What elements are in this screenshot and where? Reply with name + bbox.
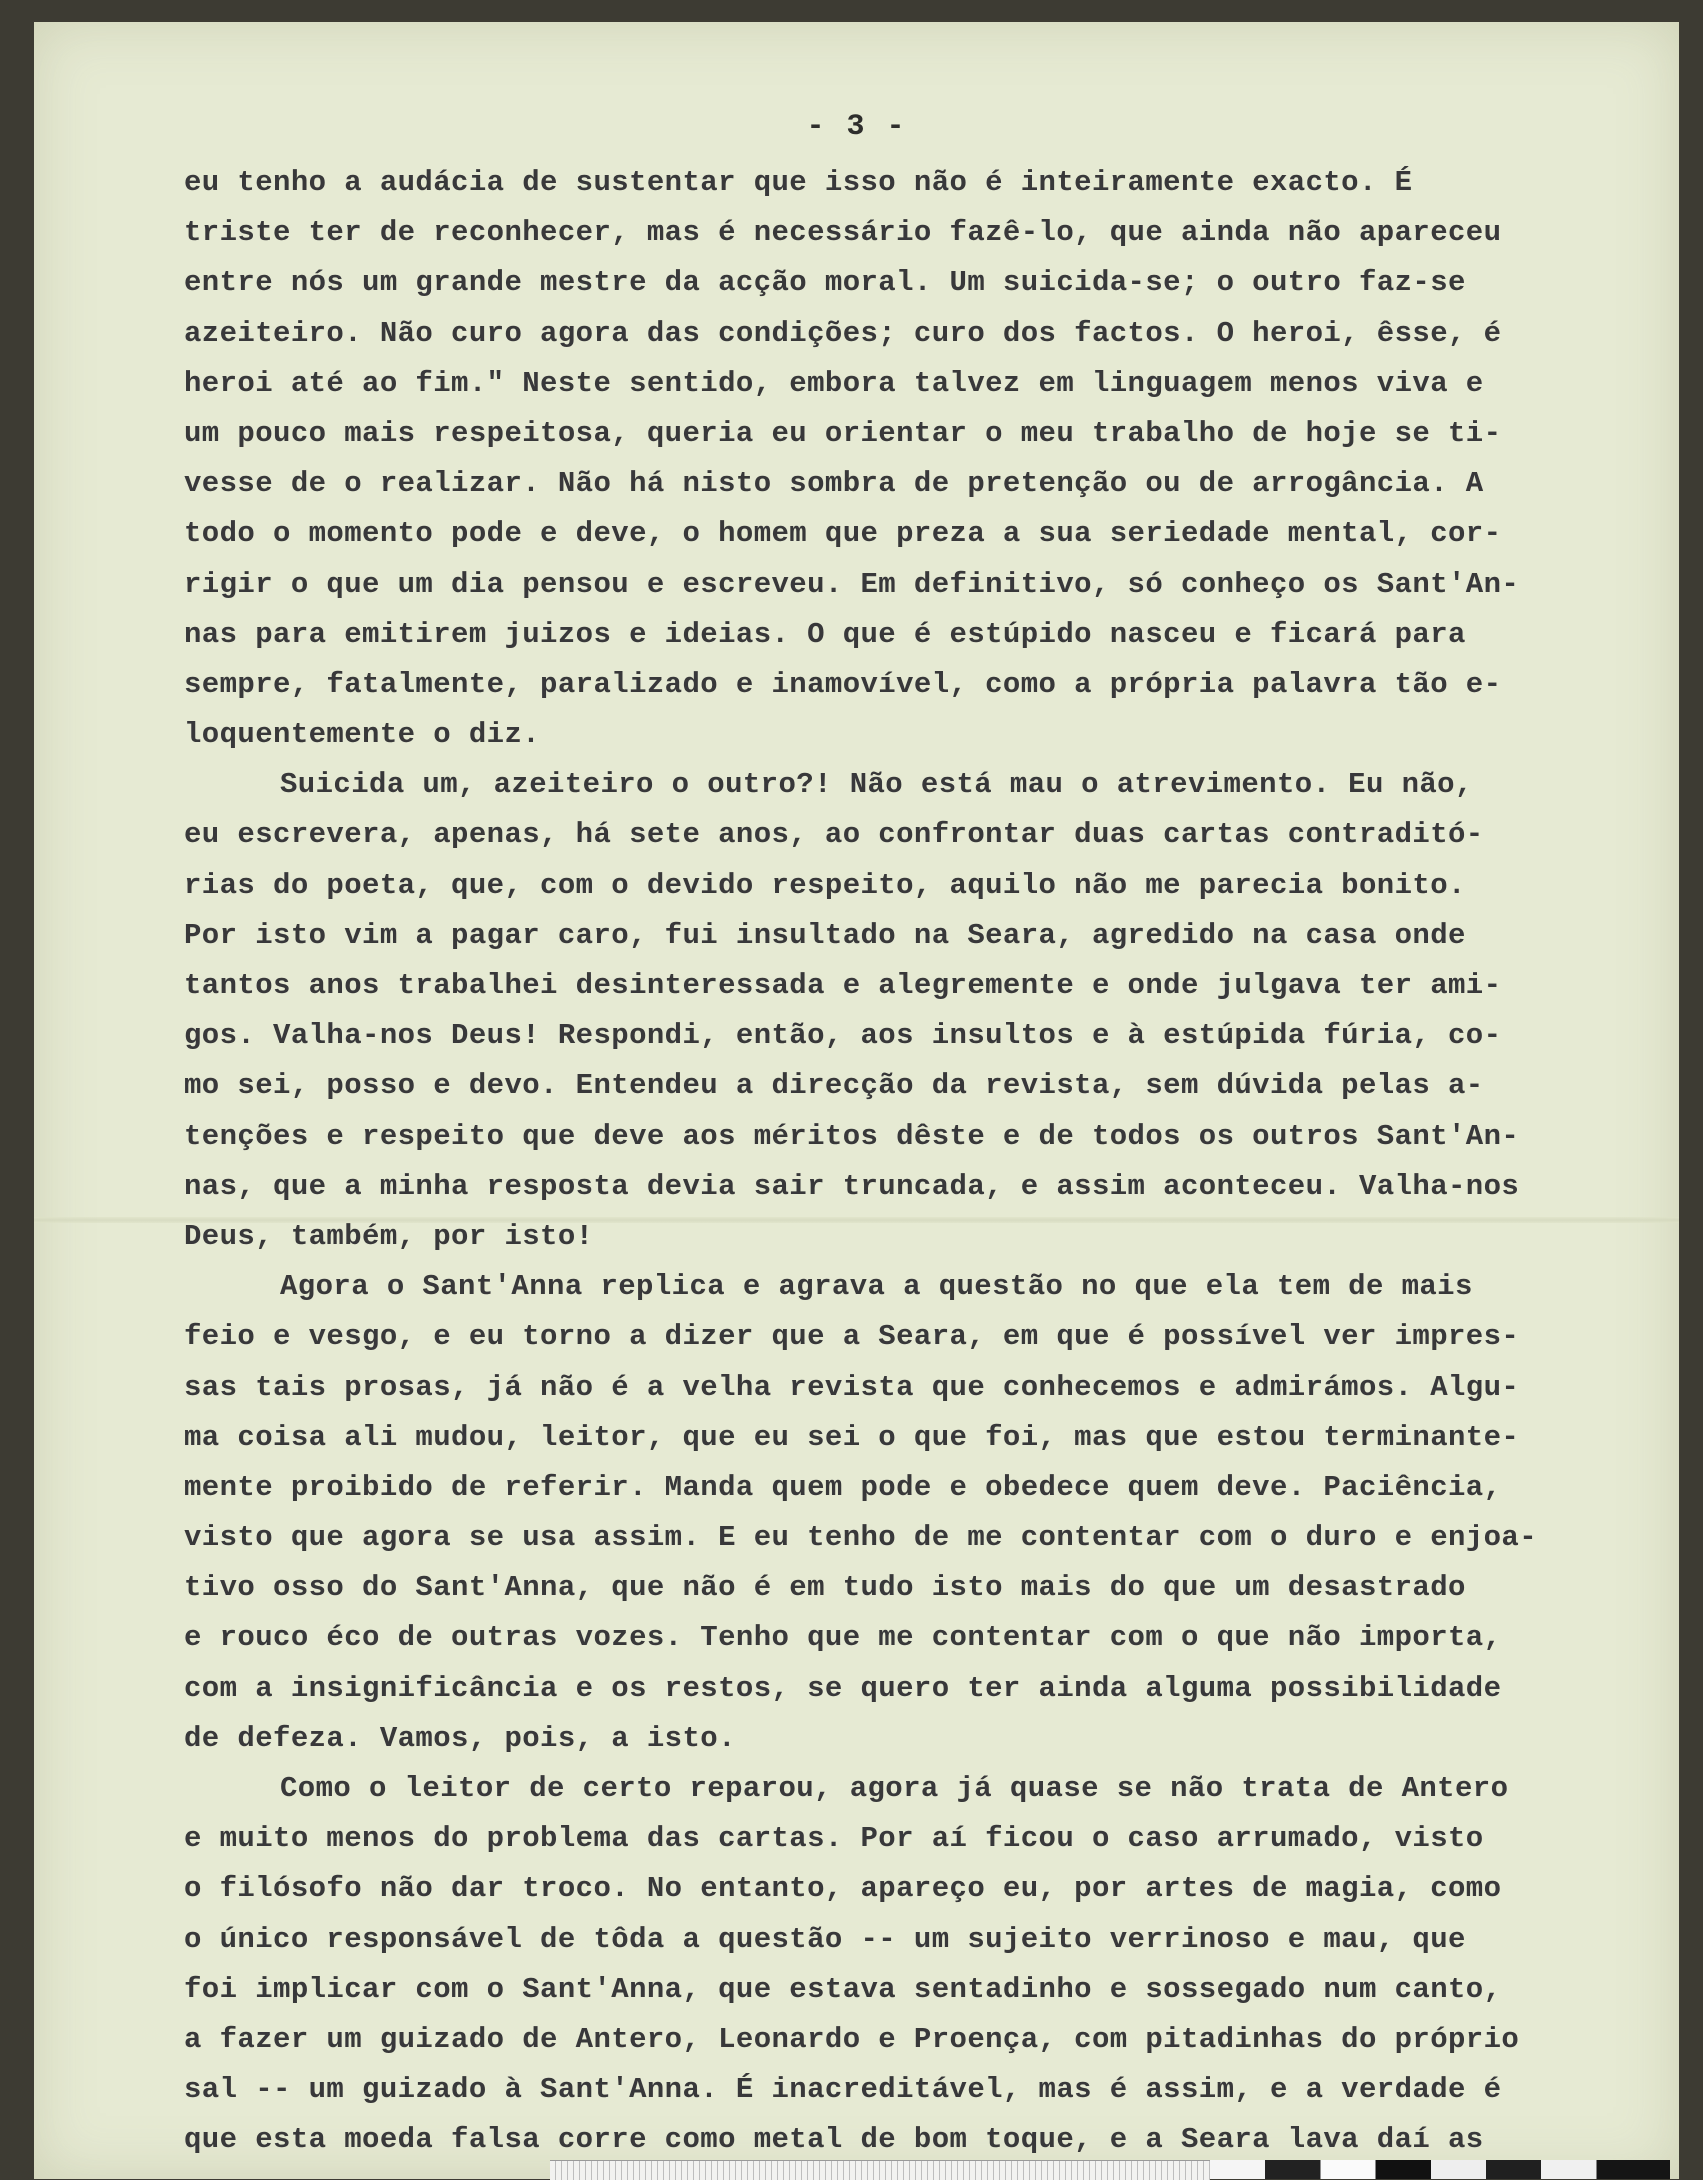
text-line: triste ter de reconhecer, mas é necessário fazê-lo, que ainda não apareceu — [184, 216, 1502, 250]
text-line: um pouco mais respeitosa, queria eu orientar o meu trabalho de hoje se ti- — [184, 416, 1502, 450]
text-line: Por isto vim a pagar caro, fui insultado na Seara, agredido na casa onde — [184, 918, 1466, 952]
text-line: e rouco éco de outras vozes. Tenho que me contentar com o que não importa, — [184, 1621, 1502, 1655]
text-line: mo sei, posso e devo. Entendeu a direcção da revista, sem dúvida pelas a- — [184, 1069, 1484, 1103]
text-line: vesse de o realizar. Não há nisto sombra de pretenção ou de arrogância. A — [184, 467, 1484, 501]
text-line: de defeza. Vamos, pois, a isto. — [184, 1721, 736, 1755]
text-line: heroi até ao fim." Neste sentido, embora talvez em linguagem menos viva e — [184, 366, 1484, 400]
text-line: com a insignificância e os restos, se quero ter ainda alguma possibilidade — [184, 1671, 1502, 1705]
scan-color-strip — [1210, 2160, 1670, 2179]
paragraph-start-line: Suicida um, azeiteiro o outro?! Não está mau o atrevimento. Eu não, — [280, 768, 1473, 802]
paragraph-start-line: Agora o Sant'Anna replica e agrava a questão no que ela tem de mais — [280, 1270, 1473, 1304]
text-line: rigir o que um dia pensou e escreveu. Em definitivo, só conheço os Sant'An- — [184, 567, 1520, 601]
scan-ruler — [550, 2160, 1210, 2180]
text-line: visto que agora se usa assim. E eu tenho de me contentar com o duro e enjoa- — [184, 1521, 1538, 1555]
text-line: sal -- um guizado à Sant'Anna. É inacreditável, mas é assim, e a verdade é — [184, 2073, 1502, 2107]
text-line: o filósofo não dar troco. No entanto, apareço eu, por artes de magia, como — [184, 1872, 1502, 1906]
text-line: sas tais prosas, já não é a velha revista que conhecemos e admirámos. Algu- — [184, 1370, 1520, 1404]
typed-text-body — [184, 158, 1694, 2166]
text-line: todo o momento pode e deve, o homem que preza a sua seriedade mental, cor- — [184, 517, 1502, 551]
text-line: mente proibido de referir. Manda quem pode e obedece quem deve. Paciência, — [184, 1470, 1502, 1504]
paragraph-start-line: Como o leitor de certo reparou, agora já quase se não trata de Antero — [280, 1772, 1509, 1805]
text-line: tenções e respeito que deve aos méritos dêste e de todos os outros Sant'An- — [184, 1119, 1520, 1153]
page-number: - 3 - — [806, 110, 907, 144]
text-line: eu escrevera, apenas, há sete anos, ao confrontar duas cartas contraditó- — [184, 818, 1484, 852]
text-line: a fazer um guizado de Antero, Leonardo e Proença, com pitadinhas do próprio — [184, 2022, 1520, 2056]
text-line: eu tenho a audácia de sustentar que isso não é inteiramente exacto. É — [184, 166, 1413, 199]
text-line: entre nós um grande mestre da acção moral. Um suicida-se; o outro faz-se — [184, 266, 1466, 300]
text-line: nas, que a minha resposta devia sair truncada, e assim aconteceu. Valha-nos — [184, 1169, 1520, 1203]
text-line: tantos anos trabalhei desinteressada e alegremente e onde julgava ter ami- — [184, 969, 1502, 1002]
text-line: loquentemente o diz. — [184, 718, 541, 752]
text-line: o único responsável de tôda a questão -- um sujeito verrinoso e mau, que — [184, 1922, 1466, 1956]
text-line: que esta moeda falsa corre como metal de bom toque, e a Seara lava daí as — [184, 2123, 1484, 2157]
text-line: tivo osso do Sant'Anna, que não é em tudo isto mais do que um desastrado — [184, 1571, 1466, 1605]
text-line: rias do poeta, que, com o devido respeito, aquilo não me parecia bonito. — [184, 868, 1466, 902]
text-line: azeiteiro. Não curo agora das condições; curo dos factos. O heroi, êsse, é — [184, 316, 1502, 350]
text-line: feio e vesgo, e eu torno a dizer que a Seara, em que é possível ver impres- — [184, 1320, 1520, 1354]
text-line: nas para emitirem juizos e ideias. O que é estúpido nasceu e ficará para — [184, 617, 1466, 651]
typed-page — [34, 22, 1679, 2179]
text-line: gos. Valha-nos Deus! Respondi, então, aos insultos e à estúpida fúria, co- — [184, 1019, 1502, 1053]
text-line: ma coisa ali mudou, leitor, que eu sei o que foi, mas que estou terminante- — [184, 1420, 1520, 1454]
text-line: Deus, também, por isto! — [184, 1219, 594, 1253]
text-line: sempre, fatalmente, paralizado e inamovível, como a própria palavra tão e- — [184, 667, 1502, 701]
text-line: foi implicar com o Sant'Anna, que estava sentadinho e sossegado num canto, — [184, 1972, 1502, 2006]
text-line: e muito menos do problema das cartas. Por aí ficou o caso arrumado, visto — [184, 1822, 1484, 1856]
